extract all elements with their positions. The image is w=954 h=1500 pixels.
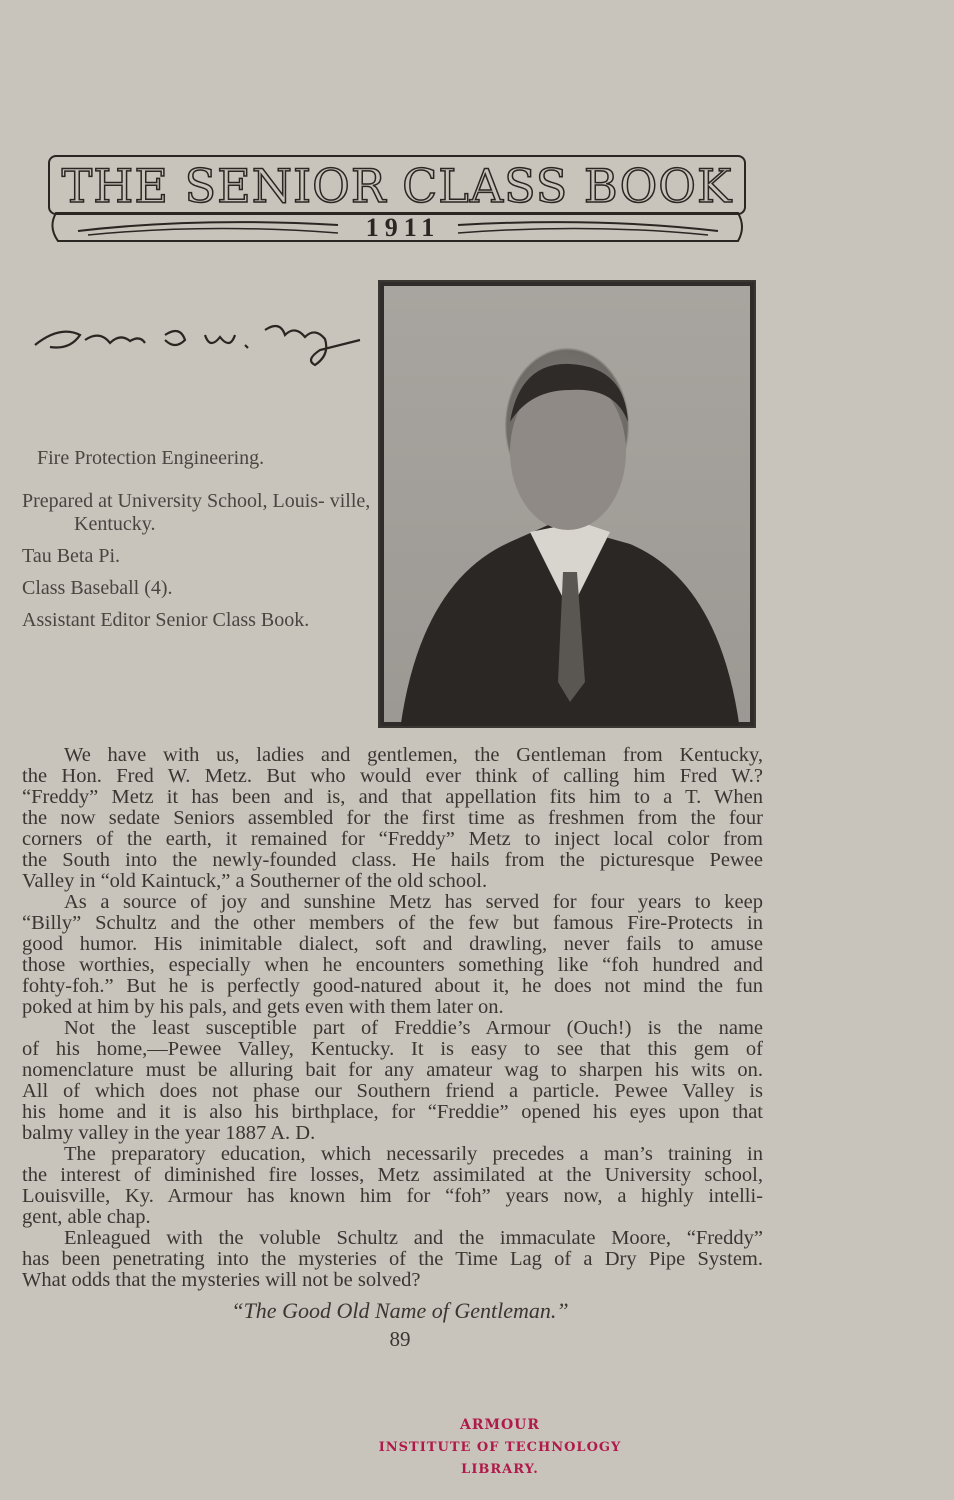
text-line: corners of the earth, it remained for “Freddy” Metz to inject local color from xyxy=(22,828,763,850)
library-stamp-line1: ARMOUR xyxy=(459,1417,541,1433)
text-line: has been penetrating into the mysteries of the Time Lag of a Dry Pipe System. xyxy=(22,1248,763,1270)
text-line: nomenclature must be alluring bait for any amateur wag to sharpen his wits on. xyxy=(22,1059,763,1081)
text-line: Not the least susceptible part of Freddie’s Armour (Ouch!) is the name xyxy=(64,1017,763,1039)
library-stamp-line3: LIBRARY. xyxy=(461,1462,539,1477)
book-title: THE SENIOR CLASS BOOK xyxy=(48,155,746,215)
text-line: We have with us, ladies and gentlemen, the Gentleman from Kentucky, xyxy=(64,744,763,766)
text-line: of his home,—Pewee Valley, Kentucky. It is easy to see that this gem of xyxy=(22,1038,763,1060)
text-line: “Billy” Schultz and the other members of the few but famous Fire-Protects in xyxy=(22,912,763,934)
info-athletics: Class Baseball (4). xyxy=(22,577,173,599)
text-line: good humor. His inimitable dialect, soft and drawling, never fails to amuse xyxy=(22,933,763,955)
header-banner xyxy=(48,155,746,247)
text-line: All of which does not phase our Southern friend a particle. Pewee Valley is xyxy=(22,1080,763,1102)
text-line: What odds that the mysteries will not be solved? xyxy=(22,1269,421,1291)
library-stamp-line2: INSTITUTE OF TECHNOLOGY xyxy=(378,1440,622,1455)
text-line: Enleagued with the voluble Schultz and the immaculate Moore, “Freddy” xyxy=(64,1227,763,1249)
text-line: As a source of joy and sunshine Metz has served for four years to keep xyxy=(64,891,763,913)
text-line: the Hon. Fred W. Metz. But who would ever think of calling him Fred W.? xyxy=(22,765,763,787)
motto-quote: “The Good Old Name of Gentleman.” xyxy=(231,1298,569,1323)
text-line: the now sedate Seniors assembled for the first time as freshmen from the four xyxy=(22,807,763,829)
student-info xyxy=(22,447,372,641)
text-line: the interest of diminished fire losses, Metz assimilated at the University school, xyxy=(22,1164,763,1186)
info-preparation: Prepared at University School, Louis- ville, Kentucky. xyxy=(22,490,371,535)
page-number: 89 xyxy=(389,1327,411,1351)
info-major: Fire Protection Engineering. xyxy=(37,447,265,469)
signature xyxy=(30,305,370,385)
text-line: those worthies, especially when he encounters something like “foh hundred and xyxy=(22,954,763,976)
text-line: balmy valley in the year 1887 A. D. xyxy=(22,1122,316,1144)
text-line: the South into the newly-founded class. He hails from the picturesque Pewee xyxy=(22,849,763,871)
text-line: Louisville, Ky. Armour has known him for “foh” years now, a highly intelli- xyxy=(22,1185,763,1207)
text-line: fohty-foh.” But he is perfectly good-natured about it, he does not mind the fun xyxy=(22,975,763,997)
text-line: The preparatory education, which necessarily precedes a man’s training in xyxy=(64,1143,763,1165)
text-line: Valley in “old Kaintuck,” a Southerner of the old school. xyxy=(22,870,488,892)
text-line: “Freddy” Metz it has been and is, and that appellation fits him to a T. When xyxy=(22,786,763,808)
biography-text xyxy=(22,745,763,1291)
info-honor: Tau Beta Pi. xyxy=(22,545,121,567)
portrait-photo xyxy=(378,280,756,728)
info-activity: Assistant Editor Senior Class Book. xyxy=(22,609,310,631)
text-line: gent, able chap. xyxy=(22,1206,151,1228)
year-label: 1911 xyxy=(365,213,441,242)
text-line: poked at him by his pals, and gets even with them later on. xyxy=(22,996,504,1018)
text-line: his home and it is also his birthplace, for “Freddie” opened his eyes upon that xyxy=(22,1101,763,1123)
